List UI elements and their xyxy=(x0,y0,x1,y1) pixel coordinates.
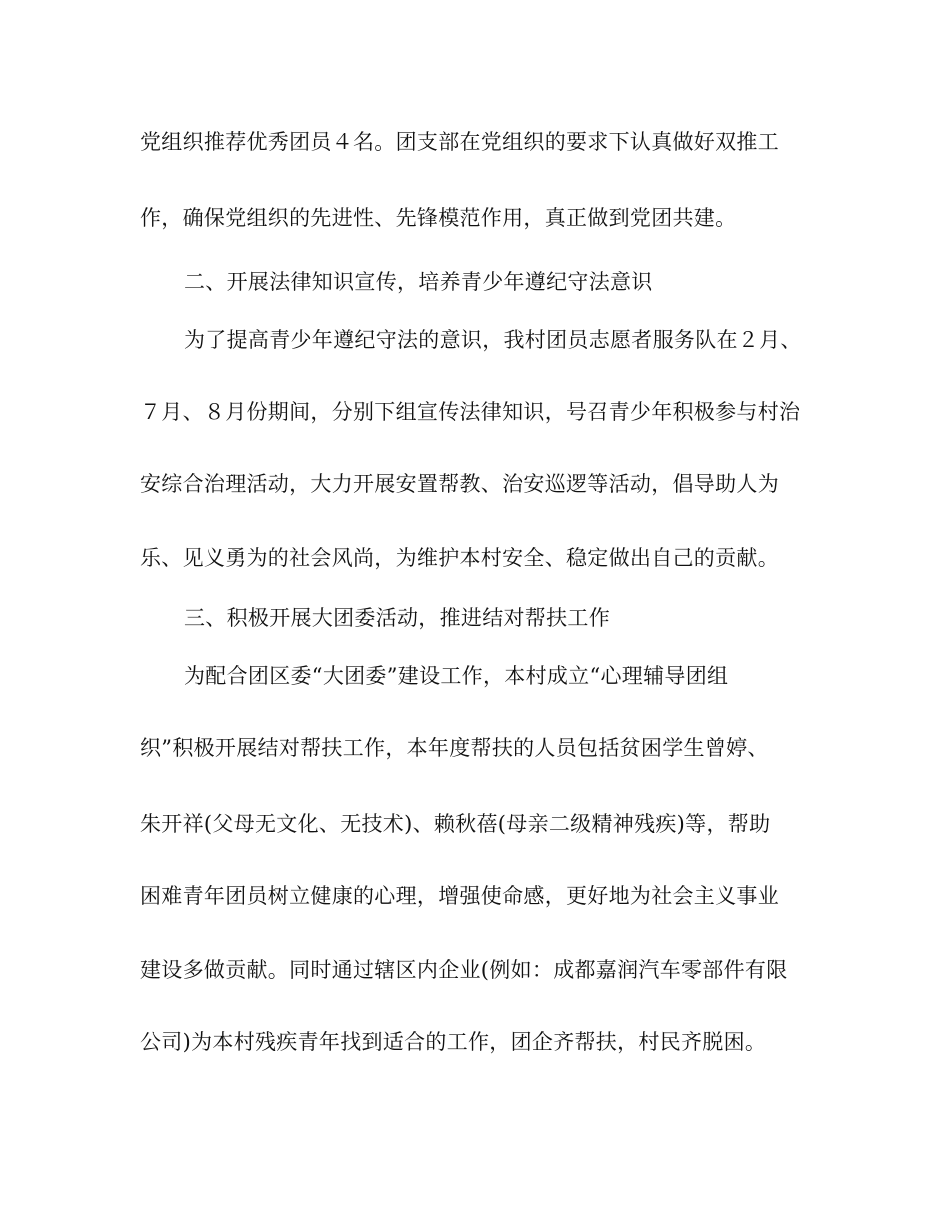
paragraph-line: 安综合治理活动，大力开展安置帮教、治安巡逻等活动，倡导助人为 xyxy=(140,472,779,496)
section-heading: 二、开展法律知识宣传，培养青少年遵纪守法意识 xyxy=(184,270,653,294)
paragraph-line: 为配合团区委“大团委”建设工作，本村成立“心理辅导团组 xyxy=(184,664,729,688)
paragraph-line: ７月、８月份期间，分别下组宣传法律知识，号召青少年积极参与村治 xyxy=(140,400,801,424)
paragraph-line: 困难青年团员树立健康的心理，增强使命感，更好地为社会主义事业 xyxy=(140,884,779,908)
paragraph-line: 为了提高青少年遵纪守法的意识，我村团员志愿者服务队在２月、 xyxy=(184,328,802,352)
paragraph-line: 作，确保党组织的先进性、先锋模范作用，真正做到党团共建。 xyxy=(140,206,737,230)
paragraph-line: 织”积极开展结对帮扶工作，本年度帮扶的人员包括贫困学生曾婷、 xyxy=(140,736,769,760)
section-heading: 三、积极开展大团委活动，推进结对帮扶工作 xyxy=(184,606,610,630)
paragraph-line: 建设多做贡献。同时通过辖区内企业(例如：成都嘉润汽车零部件有限 xyxy=(140,958,788,982)
paragraph-line: 党组织推荐优秀团员４名。团支部在党组织的要求下认真做好双推工 xyxy=(140,130,779,154)
paragraph-line: 公司)为本村残疾青年找到适合的工作，团企齐帮扶，村民齐脱困。 xyxy=(140,1030,767,1054)
paragraph-line: 朱开祥(父母无文化、无技术)、赖秋蓓(母亲二级精神残疾)等，帮助 xyxy=(140,812,771,836)
paragraph-line: 乐、见义勇为的社会风尚，为维护本村安全、稳定做出自己的贡献。 xyxy=(140,546,779,570)
